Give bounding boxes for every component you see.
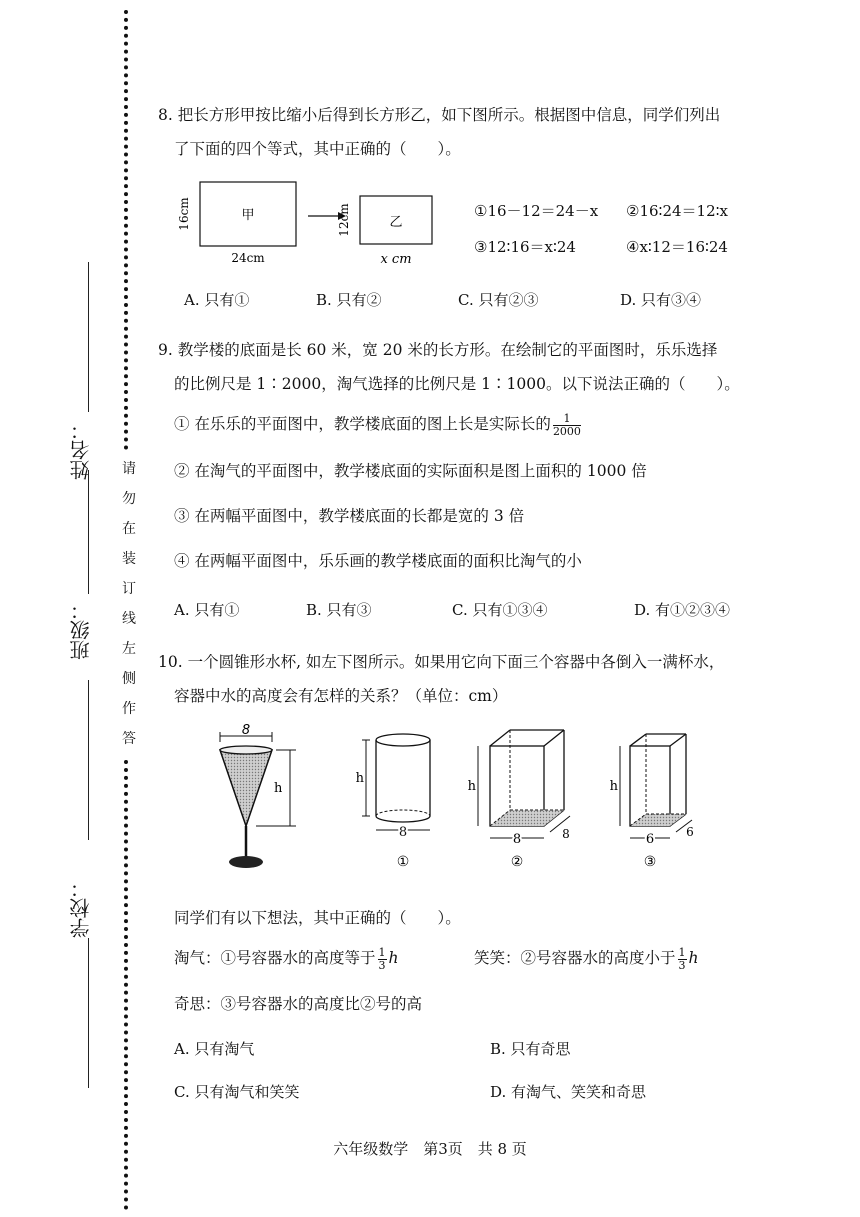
q10-containers-figure — [200, 720, 720, 880]
binding-notice-char: 订 — [122, 581, 136, 597]
binding-notice-char: 侧 — [122, 671, 136, 687]
binding-notice-char: 答 — [122, 731, 136, 747]
q10-option-b[interactable]: B. 只有奇思 — [490, 1040, 571, 1058]
cuboid-container-3 — [610, 734, 694, 870]
cylinder-h-label: h — [355, 771, 364, 786]
q8-stem-line2: 了下面的四个等式，其中正确的（ ）。 — [174, 140, 461, 158]
binding-notice-char: 在 — [122, 521, 136, 537]
q10-taoqi-claim — [174, 946, 399, 972]
taoqi-fraction: $\frac{1}{3}$ — [378, 945, 386, 972]
q9-option-c[interactable]: C. 只有①③④ — [452, 601, 548, 619]
q10-think: 同学们有以下想法，其中正确的（ ）。 — [174, 909, 461, 927]
container-3-number: ③ — [643, 854, 657, 870]
school-blank[interactable] — [88, 938, 89, 1088]
q9-statement-1 — [174, 412, 583, 438]
cuboid3-depth-label: 6 — [686, 825, 694, 839]
rect-yi-width: x cm — [380, 252, 412, 267]
q9-option-b[interactable]: B. 只有③ — [306, 601, 372, 619]
cuboid-container-2 — [468, 730, 570, 870]
q9-statement-2: ② 在淘气的平面图中，教学楼底面的实际面积是图上面积的 1000 倍 — [174, 462, 647, 480]
cuboid3-width-label: 6 — [645, 832, 655, 847]
name-blank[interactable] — [88, 262, 89, 412]
cuboid2-depth-label: 8 — [562, 827, 570, 841]
q8-rectangles-figure — [170, 172, 470, 272]
name-label: 姓名： — [69, 420, 93, 480]
q8-option-c[interactable]: C. 只有②③ — [458, 291, 539, 309]
q9-stem-line1: 9. 教学楼的底面是长 60 米，宽 20 米的长方形。在绘制它的平面图时，乐乐选择 — [158, 341, 718, 359]
taoqi-h: h — [388, 949, 399, 967]
q9-option-a[interactable]: A. 只有① — [174, 601, 240, 619]
q9-statement-3: ③ 在两幅平面图中，教学楼底面的长都是宽的 3 倍 — [174, 507, 525, 525]
page-footer: 六年级数学 第3页 共 8 页 — [333, 1140, 527, 1158]
q10-xiaoxiao-claim — [474, 946, 699, 972]
binding-notice-char: 作 — [122, 701, 136, 717]
taoqi-text: 淘气：①号容器水的高度等于 — [174, 949, 376, 967]
rect-yi-label: 乙 — [389, 215, 403, 230]
binding-notice-char: 左 — [122, 641, 136, 657]
class-blank[interactable] — [88, 470, 89, 594]
xiaoxiao-text: 笑笑：②号容器水的高度小于 — [474, 949, 676, 967]
cone-cup — [220, 723, 296, 868]
container-1-number: ① — [396, 854, 410, 870]
cylinder-container — [356, 734, 430, 870]
cone-h-label: h — [274, 781, 283, 796]
q8-equation-3: ③12∶16＝x∶24 — [474, 238, 576, 256]
xiaoxiao-fraction: $\frac{1}{3}$ — [678, 945, 686, 972]
q9-statement-1-text: ① 在乐乐的平面图中，教学楼底面的图上长是实际长的 — [174, 415, 551, 433]
cone-width-label: 8 — [241, 723, 251, 738]
class-label: 班级： — [69, 600, 93, 660]
q8-option-d[interactable]: D. 只有③④ — [620, 291, 702, 309]
rect-yi-height: 12cm — [337, 203, 351, 237]
q8-equation-2: ②16∶24＝12∶x — [626, 202, 728, 220]
q10-option-a[interactable]: A. 只有淘气 — [174, 1040, 255, 1058]
q10-qisi-claim: 奇思：③号容器水的高度比②号的高 — [174, 995, 423, 1013]
cuboid3-h-label: h — [609, 779, 618, 794]
rect-jia-height: 16cm — [177, 197, 191, 231]
class-blank-lower[interactable] — [88, 680, 89, 840]
binding-notice-char: 线 — [122, 611, 136, 627]
q10-option-c[interactable]: C. 只有淘气和笑笑 — [174, 1083, 300, 1101]
binding-notice-char: 请 — [122, 461, 136, 477]
q10-stem-line2: 容器中水的高度会有怎样的关系？（单位：cm） — [174, 687, 508, 705]
q8-stem-line1: 8. 把长方形甲按比缩小后得到长方形乙，如下图所示。根据图中信息，同学们列出 — [158, 106, 721, 124]
rect-jia-label: 甲 — [241, 208, 255, 223]
container-2-number: ② — [510, 854, 524, 870]
q10-stem-line1: 10. 一个圆锥形水杯, 如左下图所示。如果用它向下面三个容器中各倒入一满杯水， — [158, 653, 725, 671]
q9-stem-line2: 的比例尺是 1∶2000，淘气选择的比例尺是 1∶1000。以下说法正确的（ ）。 — [174, 375, 740, 393]
q9-fraction: $\frac{1}{2000}$ — [552, 411, 581, 438]
binding-notice-char: 装 — [122, 551, 136, 567]
cuboid2-h-label: h — [467, 779, 476, 794]
q8-equation-1: ①16－12＝24－x — [474, 202, 599, 220]
binding-notice-char: 勿 — [122, 491, 136, 507]
cuboid2-width-label: 8 — [512, 832, 522, 847]
q9-statement-4: ④ 在两幅平面图中，乐乐画的教学楼底面的面积比淘气的小 — [174, 552, 582, 570]
q8-option-a[interactable]: A. 只有① — [184, 291, 250, 309]
school-label: 学校： — [69, 878, 93, 938]
q8-option-b[interactable]: B. 只有② — [316, 291, 382, 309]
binding-dotted-line-top — [124, 10, 128, 450]
rect-jia-width: 24cm — [231, 251, 265, 265]
q8-equation-4: ④x∶12＝16∶24 — [626, 238, 728, 256]
q9-option-d[interactable]: D. 有①②③④ — [634, 601, 731, 619]
q10-option-d[interactable]: D. 有淘气、笑笑和奇思 — [490, 1083, 647, 1101]
cylinder-width-label: 8 — [398, 825, 408, 840]
xiaoxiao-h: h — [688, 949, 699, 967]
